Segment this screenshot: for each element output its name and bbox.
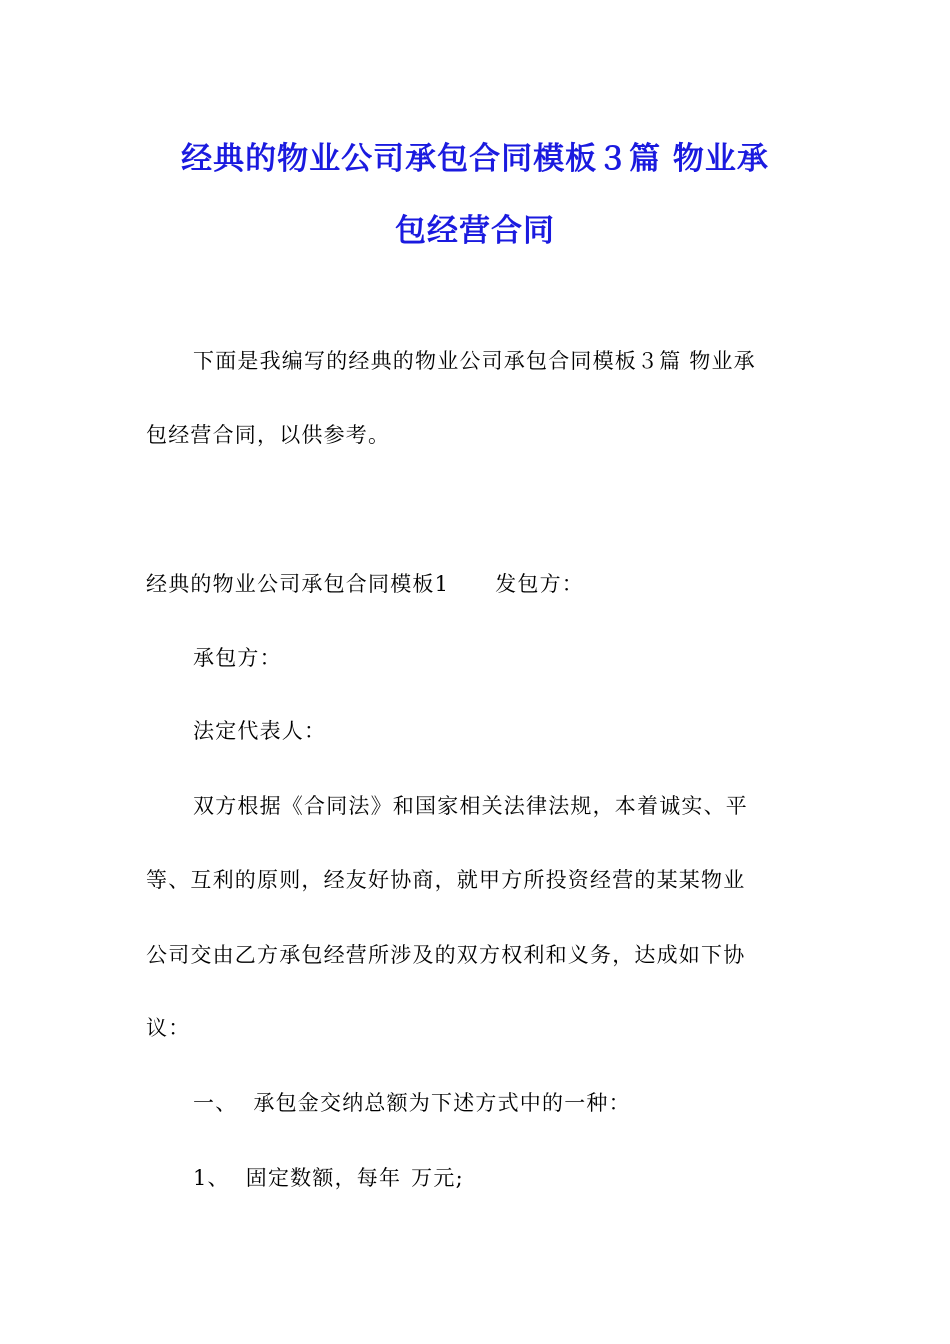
clause-1-text: 承包金交纳总额为下述方式中的一种： [253,1091,631,1115]
item-1 [193,1165,464,1191]
paragraph-1-line-3: 公司交由乙方承包经营所涉及的双方权利和义务，达成如下协 [146,943,746,967]
clause-1-number: 一、 [193,1091,238,1115]
item-1-number: 1、 [193,1166,230,1190]
document-title-line-1: 经典的物业公司承包合同模板３篇 物业承 [181,141,769,177]
intro-line-2: 包经营合同，以供参考。 [146,423,391,447]
section-1-heading: 经典的物业公司承包合同模板1 [146,572,450,596]
item-1-text-b: 万元; [411,1166,464,1190]
document-title-line-2: 包经营合同 [395,213,555,249]
party-b-label: 承包方： [193,646,282,670]
legal-representative-label: 法定代表人： [193,719,327,743]
paragraph-1-line-4: 议： [146,1016,191,1040]
intro-line-1: 下面是我编写的经典的物业公司承包合同模板３篇 物业承 [193,349,756,373]
paragraph-1-line-2: 等、互利的原则，经友好协商，就甲方所投资经营的某某物业 [146,868,746,892]
section-1-heading-line [146,571,584,597]
paragraph-1-line-1: 双方根据《合同法》和国家相关法律法规，本着诚实、平 [193,794,748,818]
party-a-label: 发包方： [495,572,584,596]
clause-1 [193,1090,631,1116]
item-1-text-a: 固定数额，每年 [245,1166,402,1190]
